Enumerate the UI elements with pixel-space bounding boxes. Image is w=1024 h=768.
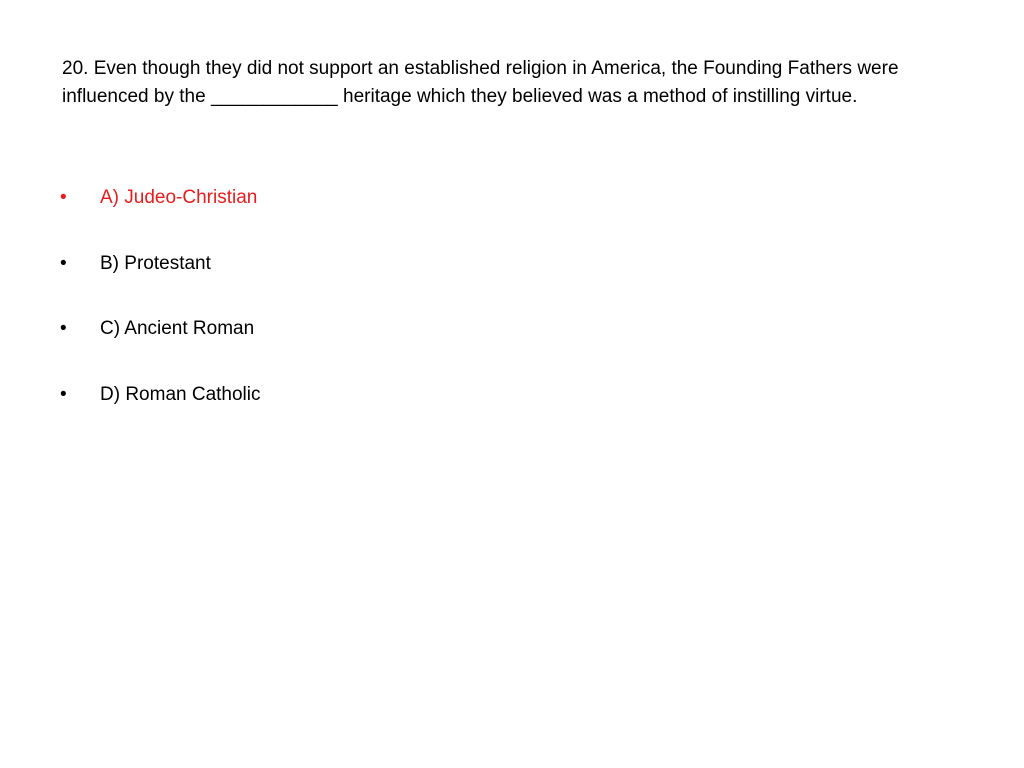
option-a-label: A) Judeo-Christian: [100, 187, 258, 208]
bullet-icon: •: [60, 318, 67, 339]
bullet-icon: •: [60, 187, 67, 208]
question-text: 20. Even though they did not support an established religion in America, the Founding Fathers were influenced by the ____________ heritage which they believed was a method of instilling virtue.: [62, 58, 899, 107]
option-d-label: D) Roman Catholic: [100, 383, 261, 405]
bullet-icon: •: [60, 383, 67, 405]
option-c-label: C) Ancient Roman: [100, 318, 255, 339]
bullet-icon: •: [60, 252, 67, 274]
option-b-label: B) Protestant: [100, 252, 211, 274]
